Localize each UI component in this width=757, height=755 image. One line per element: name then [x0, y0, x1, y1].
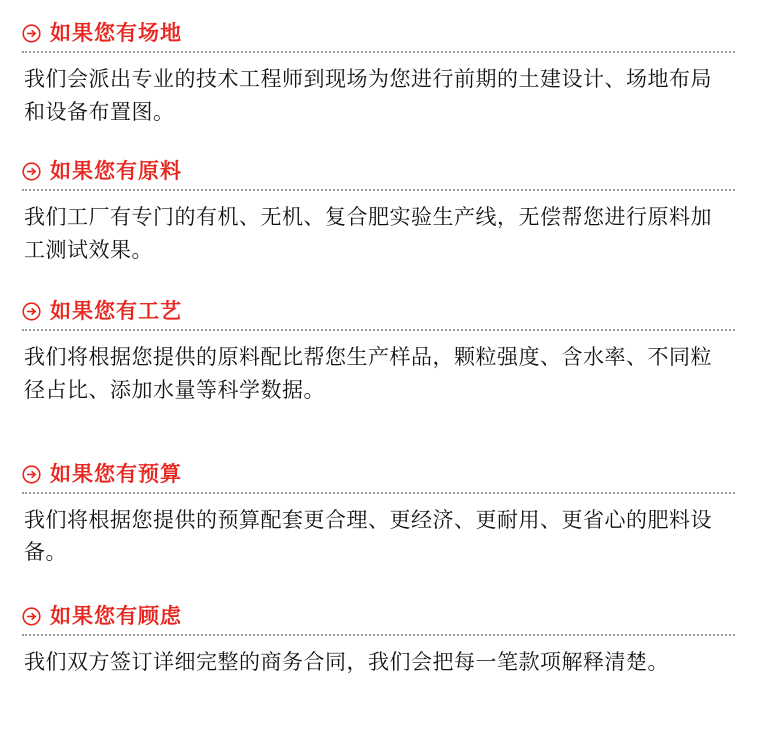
section-raw-material	[22, 156, 735, 266]
section-process	[22, 296, 735, 406]
spacer	[22, 272, 735, 296]
arrow-circle-right-icon	[22, 607, 41, 626]
section-body: 我们会派出专业的技术工程师到现场为您进行前期的土建设计、场地布局和设备布置图。	[24, 67, 712, 124]
section-header	[22, 156, 735, 189]
arrow-circle-right-icon	[22, 465, 41, 484]
spacer	[22, 575, 735, 601]
section-header	[22, 459, 735, 492]
section-title: 如果您有工艺	[50, 299, 182, 324]
arrow-circle-right-icon	[22, 24, 41, 43]
section-divider	[22, 634, 735, 636]
section-venue	[22, 18, 735, 128]
section-body: 我们工厂有专门的有机、无机、复合肥实验生产线，无偿帮您进行原料加工测试效果。	[24, 205, 712, 262]
section-header	[22, 601, 735, 634]
section-divider	[22, 189, 735, 191]
section-divider	[22, 329, 735, 331]
section-title: 如果您有场地	[50, 21, 182, 45]
section-divider	[22, 51, 735, 53]
section-title: 如果您有预算	[50, 461, 182, 486]
arrow-circle-right-icon	[22, 162, 41, 181]
section-title: 如果您有顾虑	[50, 603, 182, 628]
section-body: 我们将根据您提供的预算配套更合理、更经济、更耐用、更省心的肥料设备。	[24, 507, 712, 565]
section-concerns	[22, 601, 735, 679]
section-title: 如果您有原料	[50, 159, 182, 184]
section-divider	[22, 492, 735, 494]
section-body: 我们将根据您提供的原料配比帮您生产样品，颗粒强度、含水率、不同粒径占比、添加水量等科学数据。	[24, 345, 712, 403]
arrow-circle-right-icon	[22, 302, 41, 321]
section-budget	[22, 459, 735, 569]
section-header	[22, 18, 735, 51]
spacer	[22, 134, 735, 156]
section-header	[22, 296, 735, 329]
section-body: 我们双方签订详细完整的商务合同，我们会把每一笔款项解释清楚。	[24, 649, 669, 674]
spacer	[22, 413, 735, 459]
